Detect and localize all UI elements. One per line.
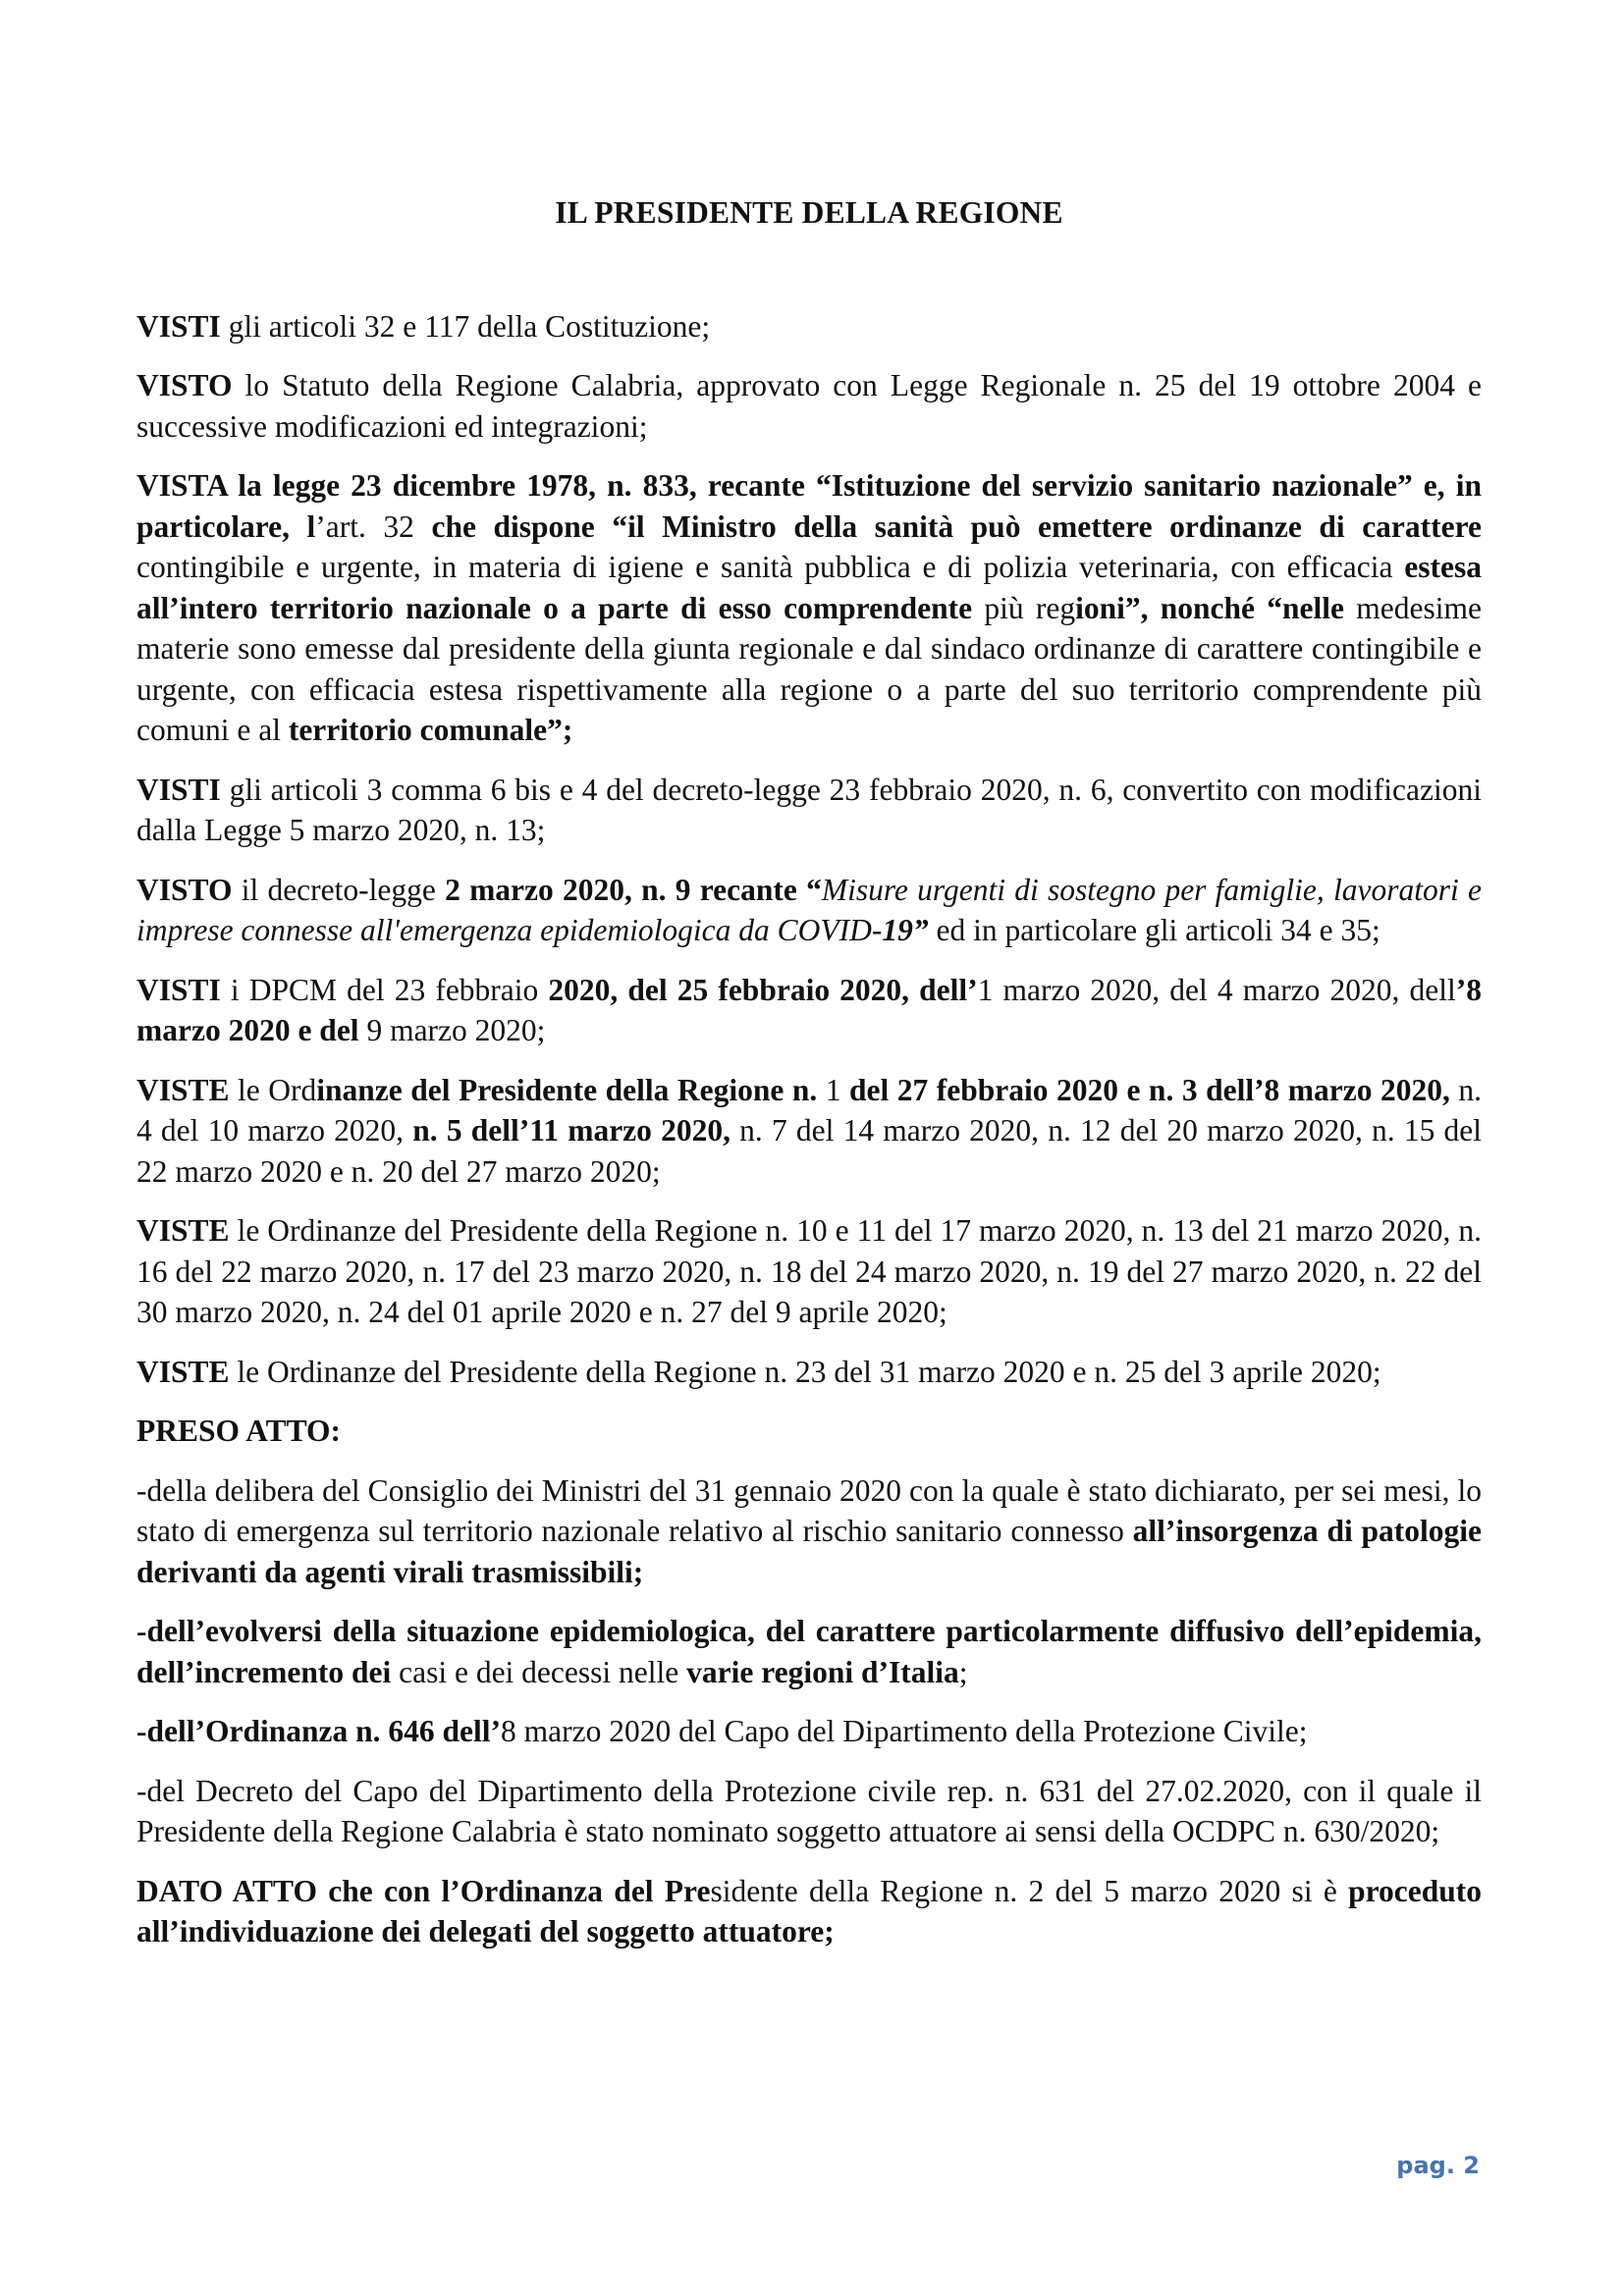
paragraph-visto-dl-9	[136, 870, 1482, 951]
document-body	[136, 192, 1482, 1971]
text-run: 1	[817, 1072, 849, 1107]
text-run: ’art. 32	[315, 508, 432, 544]
text-run: VISTA la legge 23 dicembre 1978, n. 833, recante “Istituzione del servizio sanitario nazionale” e, in particolare, l	[136, 468, 1482, 544]
paragraph-ordinanza-646	[136, 1711, 1482, 1752]
text-run: più reg	[972, 590, 1076, 625]
text-run: 8 marzo 2020 del Capo del Dipartimento della Protezione Civile;	[501, 1714, 1308, 1748]
text-run: inanze del Presidente della Regione n.	[316, 1072, 818, 1107]
page-number: pag. 2	[1396, 2152, 1480, 2179]
text-run: estesa all’intero territorio nazionale o a parte di esso comprendente	[136, 550, 1482, 625]
text-run: all’insorgenza di patologie derivanti da agenti virali trasmissibili;	[136, 1514, 1483, 1589]
text-run: VISTI	[136, 772, 221, 807]
text-run: i DPCM del 23 febbraio	[220, 972, 549, 1007]
text-run: Misure urgenti di sostegno per famiglie, lavoratori e imprese connesse all'emergenza epidemiologica da COVID-	[136, 872, 1482, 947]
paragraph-viste-ordinanze-2	[136, 1210, 1482, 1333]
text-run: n. 7 del 14 marzo 2020, n. 12 del 20 marzo 2020, n. 15 del 22 marzo 2020 e n. 20 del 27 marzo 2020;	[136, 1113, 1483, 1189]
paragraph-delibera-consiglio	[136, 1470, 1482, 1593]
paragraph-visti-dpcm	[136, 970, 1482, 1051]
text-run: sidente della Regione n. 2 del 5 marzo 2020 si è	[710, 1873, 1349, 1908]
text-run: del 27 febbraio 2020 e n. 3 dell’8 marzo 2020,	[849, 1072, 1450, 1107]
text-run: n. 4 del 10 marzo 2020,	[136, 1072, 1482, 1148]
text-run: proceduto all’individuazione dei delegati del soggetto attuatore;	[136, 1873, 1483, 1949]
paragraph-visto-statuto	[136, 365, 1482, 447]
text-run: lo Statuto della Regione Calabria, approvato con Legge Regionale n. 25 del 19 ottobre 2004 e successive modificazioni ed integrazioni;	[136, 368, 1482, 444]
paragraph-visti-costituzione	[136, 306, 1482, 347]
text-run: medesime materie sono emesse dal presidente della giunta regionale e dal sindaco ordinanze di carattere contingibile e urgente, con efficacia estesa rispettivamente alla regione o a parte del suo territorio comprendente più comuni e al	[136, 590, 1482, 747]
text-run: 9 marzo 2020;	[358, 1013, 546, 1047]
text-run: gli articoli 32 e 117 della Costituzione;	[220, 308, 711, 344]
text-run: VISTE	[136, 1072, 230, 1107]
text-run: le Ord	[229, 1072, 317, 1107]
paragraph-visti-dl-6	[136, 770, 1482, 851]
text-run: il decreto-legge	[232, 872, 446, 907]
text-run: -dell’Ordinanza n. 646 dell’	[136, 1714, 502, 1748]
text-run: 19”	[882, 913, 929, 947]
text-run: n. 5 dell’11 marzo 2020,	[412, 1113, 730, 1148]
text-run: ioni”, nonché “nelle	[1075, 590, 1345, 625]
text-run: PRESO ATTO:	[136, 1414, 342, 1448]
text-run: VISTO	[136, 368, 233, 402]
text-run: 2 marzo 2020, n. 9 recante “	[445, 872, 822, 907]
text-run: varie regioni d’Italia	[686, 1654, 959, 1689]
text-run: VISTI	[136, 308, 221, 344]
text-run: VISTO	[136, 872, 233, 907]
text-run: le Ordinanze del Presidente della Regione n. 10 e 11 del 17 marzo 2020, n. 13 del 21 marzo 2020, n. 16 del 22 marzo 2020, n. 17 del 23 marzo 2020, n. 18 del 24 marzo 2020, n. 19 del 27 marzo 2020, n. 22 del 30 marzo 2020, n. 24 del 01 aprile 2020 e n. 27 del 9 aprile 2020;	[136, 1213, 1482, 1329]
text-run: -del Decreto del Capo del Dipartimento della Protezione civile rep. n. 631 del 27.02.2020, con il quale il Presidente della Regione Calabria è stato nominato soggetto attuatore ai sensi della OCDPC n. 630/2020;	[136, 1773, 1482, 1848]
text-run: gli articoli 3 comma 6 bis e 4 del decreto-legge 23 febbraio 2020, n. 6, convertito con modificazioni dalla Legge 5 marzo 2020, n. 13;	[136, 772, 1482, 847]
paragraph-list	[136, 306, 1482, 1952]
text-run: ed in particolare gli articoli 34 e 35;	[928, 913, 1380, 947]
paragraph-decreto-capo	[136, 1771, 1482, 1852]
text-run: -della delibera del Consiglio dei Ministri del 31 gennaio 2020 con la quale è stato dichiarato, per sei mesi, lo stato di emergenza sul territorio nazionale relativo al rischio sanitario connesso	[136, 1472, 1482, 1548]
text-run: ’8 marzo 2020 e del	[136, 972, 1482, 1047]
text-run: le Ordinanze del Presidente della Regione n. 23 del 31 marzo 2020 e n. 25 del 3 aprile 2020;	[229, 1354, 1381, 1389]
paragraph-dato-atto	[136, 1871, 1482, 1952]
text-run: casi e dei decessi nelle	[391, 1654, 687, 1689]
text-run: -dell’evolversi della situazione epidemiologica, del carattere particolarmente diffusivo dell’epidemia, dell’incremento dei	[136, 1614, 1482, 1689]
text-run: che dispone “il Ministro della sanità può emettere ordinanze di carattere	[431, 508, 1483, 544]
text-run: VISTI	[136, 972, 221, 1007]
text-run: VISTE	[136, 1354, 230, 1389]
paragraph-vista-legge-833	[136, 465, 1482, 751]
text-run: territorio comunale”;	[288, 713, 573, 747]
text-run: contingibile e urgente, in materia di igiene e sanità pubblica e di polizia veterinaria, con efficacia	[136, 550, 1405, 584]
paragraph-evolversi-situazione	[136, 1611, 1482, 1692]
text-run: DATO ATTO che con l’Ordinanza del Pre	[136, 1873, 711, 1908]
text-run: ;	[958, 1654, 968, 1689]
text-run: 1 marzo 2020, del 4 marzo 2020, dell	[977, 972, 1456, 1007]
paragraph-preso-atto	[136, 1411, 1482, 1452]
text-run: VISTE	[136, 1213, 230, 1248]
paragraph-viste-ordinanze-3	[136, 1352, 1482, 1393]
paragraph-viste-ordinanze-1	[136, 1070, 1482, 1193]
text-run: 2020, del 25 febbraio 2020, dell’	[548, 972, 978, 1007]
page-title: IL PRESIDENTE DELLA REGIONE	[555, 195, 1063, 230]
